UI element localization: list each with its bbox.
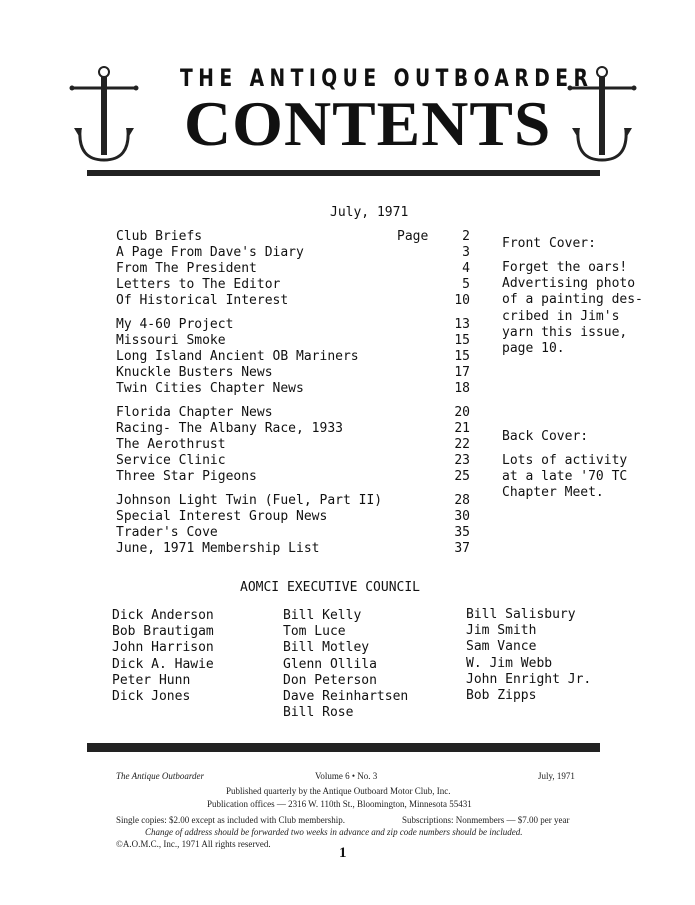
toc-page-header: Page (397, 229, 429, 244)
toc-entry-title: Three Star Pigeons (116, 469, 257, 484)
toc-entry-page: 23 (454, 453, 470, 468)
toc-entry-page: 5 (462, 277, 470, 292)
council-member: Dick A. Hawie (112, 656, 214, 672)
front-cover-line: yarn this issue, (502, 324, 628, 340)
front-cover-line: of a painting des- (502, 292, 643, 308)
back-cover-line: at a late '70 TC (502, 469, 628, 485)
toc-entry-page: 21 (454, 421, 470, 436)
council-member: Bill Motley (283, 640, 370, 656)
toc-entry (116, 541, 470, 557)
toc-entry (116, 349, 470, 365)
council-member: Bob Zipps (466, 688, 537, 704)
toc-entry-page: 30 (454, 509, 470, 524)
council-member: Dave Reinhartsen (283, 689, 409, 705)
toc-entry-title: Letters to The Editor (116, 277, 281, 292)
issue-date: July, 1971 (330, 205, 409, 220)
page-number: 1 (339, 845, 347, 861)
toc-entry (116, 365, 470, 381)
footer-subscriptions: Subscriptions: Nonmembers — $7.00 per year (402, 815, 570, 825)
council-member: Bob Brautigam (112, 624, 214, 640)
toc-entry (116, 245, 470, 261)
back-cover-line: Lots of activity (502, 453, 628, 468)
toc-entry-page: 25 (454, 469, 470, 484)
toc-entry-title: Knuckle Busters News (116, 365, 273, 380)
toc-entry (116, 261, 470, 277)
toc-entry-page: 35 (454, 525, 470, 540)
toc-entry-title: Of Historical Interest (116, 293, 289, 308)
council-member: Sam Vance (466, 639, 537, 655)
toc-entry-title: Special Interest Group News (116, 509, 328, 524)
toc-entry-page: 18 (454, 381, 470, 396)
toc-entry (116, 437, 470, 453)
council-member: John Harrison (112, 640, 214, 656)
toc-entry-page: 3 (462, 245, 470, 260)
council-member: Dick Jones (112, 689, 191, 705)
council-column-2 (283, 608, 408, 721)
toc-entry-title: Racing- The Albany Race, 1933 (116, 421, 343, 436)
toc-entry (116, 333, 470, 349)
council-column-3 (466, 607, 591, 704)
toc-entry-title: Missouri Smoke (116, 333, 226, 348)
toc-entry-title: Trader's Cove (116, 525, 218, 540)
toc-entry (116, 317, 470, 333)
anchor-left-icon (68, 62, 140, 166)
toc-entry-page: 2 (462, 229, 470, 244)
footer-volume: Volume 6 • No. 3 (315, 771, 378, 781)
front-cover-line: page 10. (502, 341, 565, 357)
toc-entry-title: Twin Cities Chapter News (116, 381, 304, 396)
toc-entry-title: Johnson Light Twin (Fuel, Part II) (116, 493, 383, 508)
toc-entry-page: 4 (462, 261, 470, 276)
toc-entry (116, 229, 470, 245)
toc-entry-title: Service Clinic (116, 453, 226, 468)
toc-entry-page: 10 (454, 293, 470, 308)
toc-entry (116, 293, 470, 309)
council-member: Bill Salisbury (466, 607, 576, 622)
council-member: Tom Luce (283, 624, 346, 640)
footer-publication: The Antique Outboarder (116, 771, 204, 781)
toc-entry (116, 493, 470, 509)
council-column-1 (112, 608, 214, 705)
front-cover-line: cribed in Jim's (502, 308, 620, 324)
toc-entry-title: From The President (116, 261, 257, 276)
masthead-title: THE ANTIQUE OUTBOARDER (180, 64, 594, 92)
toc-entry (116, 525, 470, 541)
toc-entry (116, 509, 470, 525)
council-member: John Enright Jr. (466, 671, 592, 687)
toc-entry-page: 22 (454, 437, 470, 452)
footer-single-copies: Single copies: $2.00 except as included with Club membership. (116, 815, 345, 825)
toc-entry-title: The Aerothrust (116, 437, 226, 452)
footer-copyright: ©A.O.M.C., Inc., 1971 All rights reserved. (116, 839, 271, 849)
council-member: Peter Hunn (112, 672, 191, 688)
back-cover-description (502, 453, 627, 502)
footer-divider (87, 743, 600, 752)
council-member: W. Jim Webb (466, 655, 553, 671)
toc-entry-title: Florida Chapter News (116, 405, 273, 420)
back-cover-line: Chapter Meet. (502, 485, 604, 501)
front-cover-description (502, 260, 643, 357)
toc-entry (116, 405, 470, 421)
council-member: Bill Kelly (283, 608, 362, 623)
contents-heading: CONTENTS (184, 88, 552, 159)
toc-entry-page: 13 (454, 317, 470, 332)
front-cover-line: Advertising photo (502, 276, 636, 292)
toc-entry-page: 20 (454, 405, 470, 420)
footer-published-by: Published quarterly by the Antique Outboard Motor Club, Inc. (226, 786, 451, 796)
toc-entry (116, 453, 470, 469)
toc-entry (116, 421, 470, 437)
council-title: AOMCI EXECUTIVE COUNCIL (240, 580, 421, 595)
toc-entry-title: Club Briefs (116, 229, 203, 244)
footer-change-notice: Change of address should be forwarded two weeks in advance and zip code numbers should be included. (145, 827, 523, 837)
toc-entry-page: 28 (454, 493, 470, 508)
footer-offices: Publication offices — 2316 W. 110th St., Bloomington, Minnesota 55431 (207, 799, 472, 809)
footer-date: July, 1971 (538, 771, 575, 781)
toc-entry-page: 17 (454, 365, 470, 380)
header-divider (87, 170, 600, 176)
council-member: Dick Anderson (112, 608, 214, 623)
toc-entry-title: Long Island Ancient OB Mariners (116, 349, 359, 364)
toc-entry-title: My 4-60 Project (116, 317, 234, 332)
toc-entry-page: 15 (454, 349, 470, 364)
toc-entry (116, 469, 470, 485)
toc-entry-page: 15 (454, 333, 470, 348)
toc-entry (116, 381, 470, 397)
council-member: Don Peterson (283, 672, 377, 688)
council-member: Bill Rose (283, 705, 354, 721)
toc-entry-page: 37 (454, 541, 470, 556)
toc-entry-title: June, 1971 Membership List (116, 541, 320, 556)
toc-entry (116, 277, 470, 293)
council-member: Glenn Ollila (283, 656, 377, 672)
front-cover-line: Forget the oars! (502, 260, 628, 275)
back-cover-heading: Back Cover: (502, 429, 589, 444)
council-member: Jim Smith (466, 623, 537, 639)
front-cover-heading: Front Cover: (502, 236, 596, 251)
toc-entry-title: A Page From Dave's Diary (116, 245, 304, 260)
